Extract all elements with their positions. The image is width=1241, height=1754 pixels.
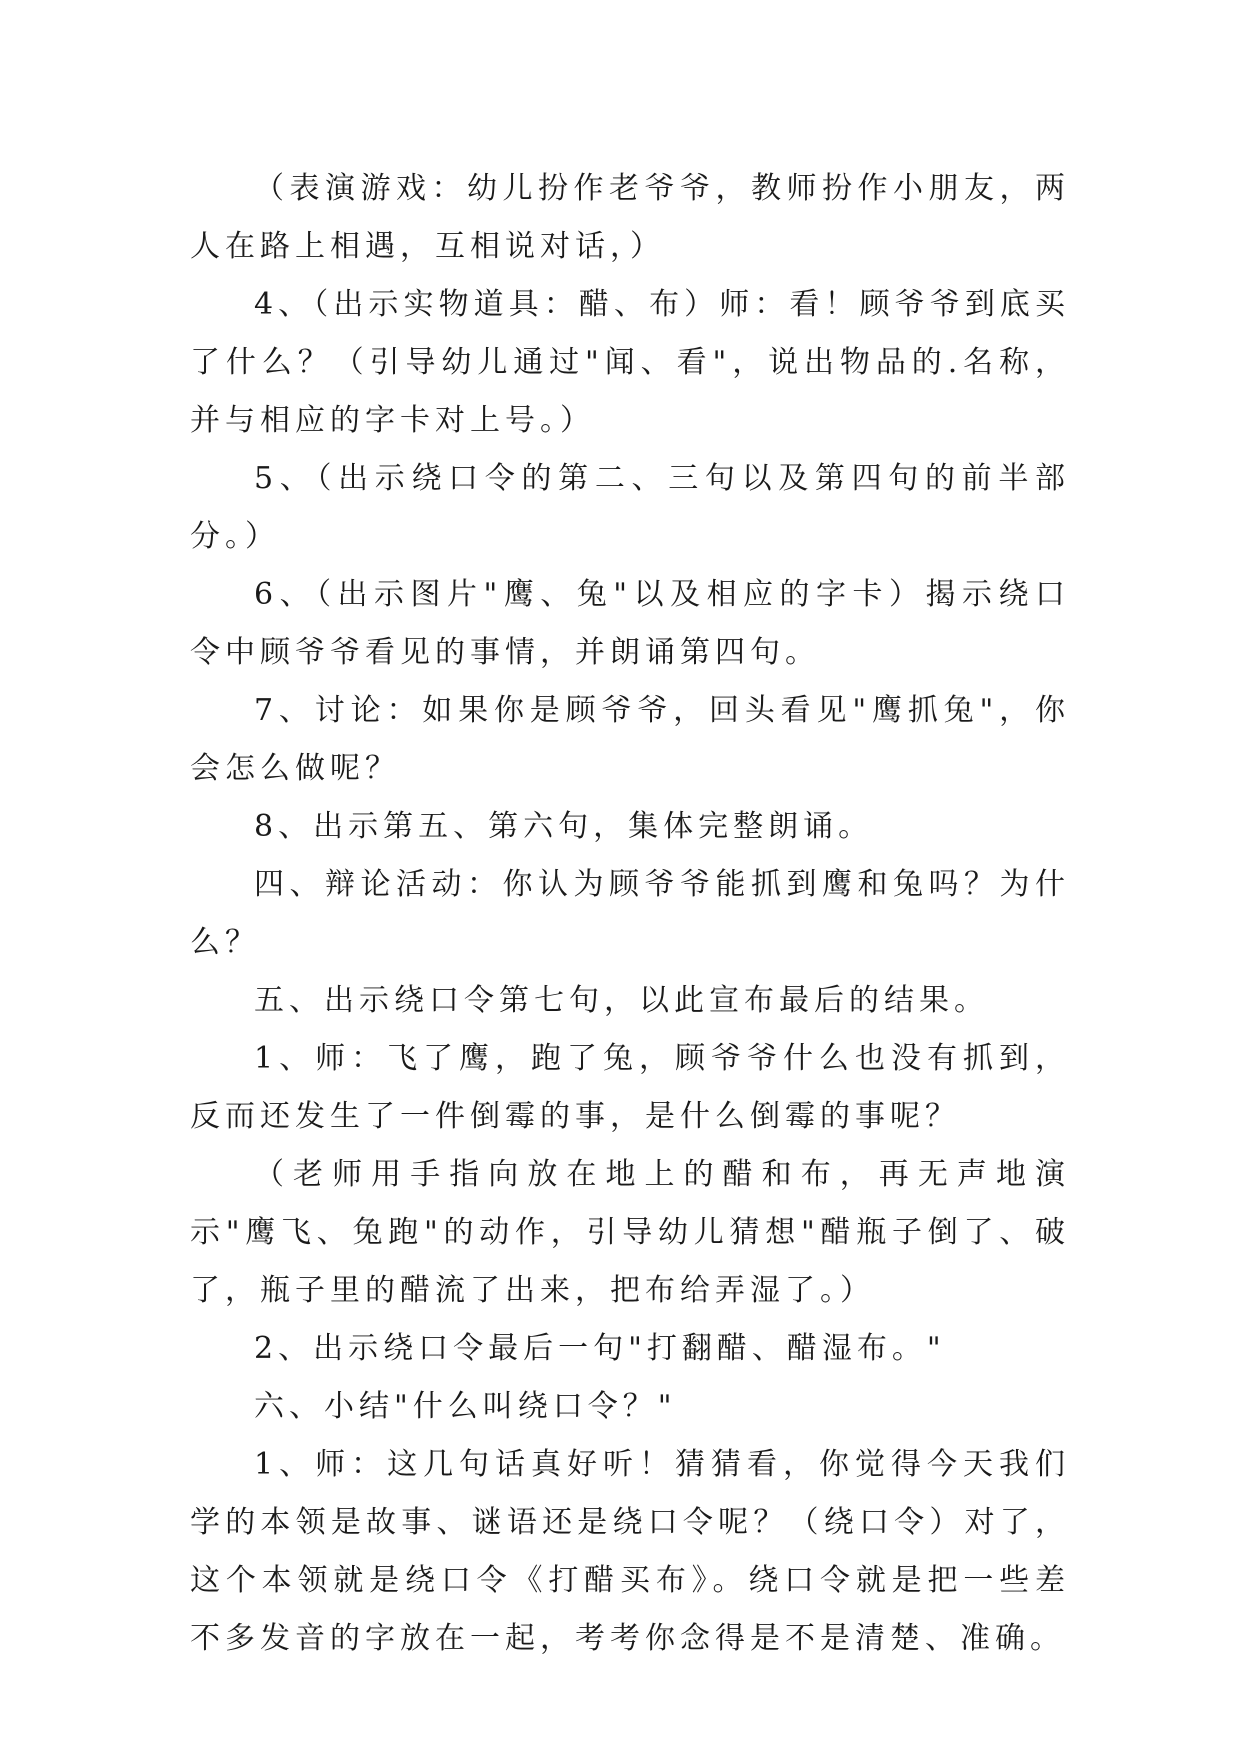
- paragraph: （老师用手指向放在地上的醋和布，再无声地演示"鹰飞、兔跑"的动作，引导幼儿猜想"醋瓶子倒了、破了，瓶子里的醋流了出来，把布给弄湿了。）: [190, 1157, 1070, 1308]
- paragraph: 1、师：飞了鹰，跑了兔，顾爷爷什么也没有抓到，反而还发生了一件倒霉的事，是什么倒霉的事呢？: [190, 1041, 1070, 1134]
- paragraph: 5、（出示绕口令的第二、三句以及第四句的前半部分。）: [190, 461, 1070, 554]
- paragraph: 8、出示第五、第六句，集体完整朗诵。: [254, 809, 874, 844]
- paragraph: 1、师：这几句话真好听！猜猜看，你觉得今天我们学的本领是故事、谜语还是绕口令呢？（绕口令）对了，这个本领就是绕口令《打醋买布》。绕口令就是把一些差不多发音的字放在一起，考考你念得是不是清楚、准确。: [190, 1447, 1070, 1656]
- paragraph: 六、小结"什么叫绕口令？": [254, 1389, 677, 1424]
- document-page: [190, 160, 1070, 1668]
- paragraph: 五、出示绕口令第七句，以此宣布最后的结果。: [254, 983, 989, 1018]
- paragraph: 7、讨论：如果你是顾爷爷，回头看见"鹰抓兔"，你会怎么做呢？: [190, 693, 1070, 786]
- paragraph: 四、辩论活动：你认为顾爷爷能抓到鹰和兔吗？为什么？: [190, 867, 1070, 960]
- paragraph: 6、（出示图片"鹰、兔"以及相应的字卡）揭示绕口令中顾爷爷看见的事情，并朗诵第四句。: [190, 577, 1070, 670]
- paragraph: 4、（出示实物道具：醋、布）师：看！顾爷爷到底买了什么？（引导幼儿通过"闻、看"，说出物品的.名称，并与相应的字卡对上号。）: [190, 287, 1070, 438]
- paragraph: （表演游戏：幼儿扮作老爷爷，教师扮作小朋友，两人在路上相遇，互相说对话，）: [190, 171, 1070, 264]
- paragraph: 2、出示绕口令最后一句"打翻醋、醋湿布。": [254, 1331, 946, 1366]
